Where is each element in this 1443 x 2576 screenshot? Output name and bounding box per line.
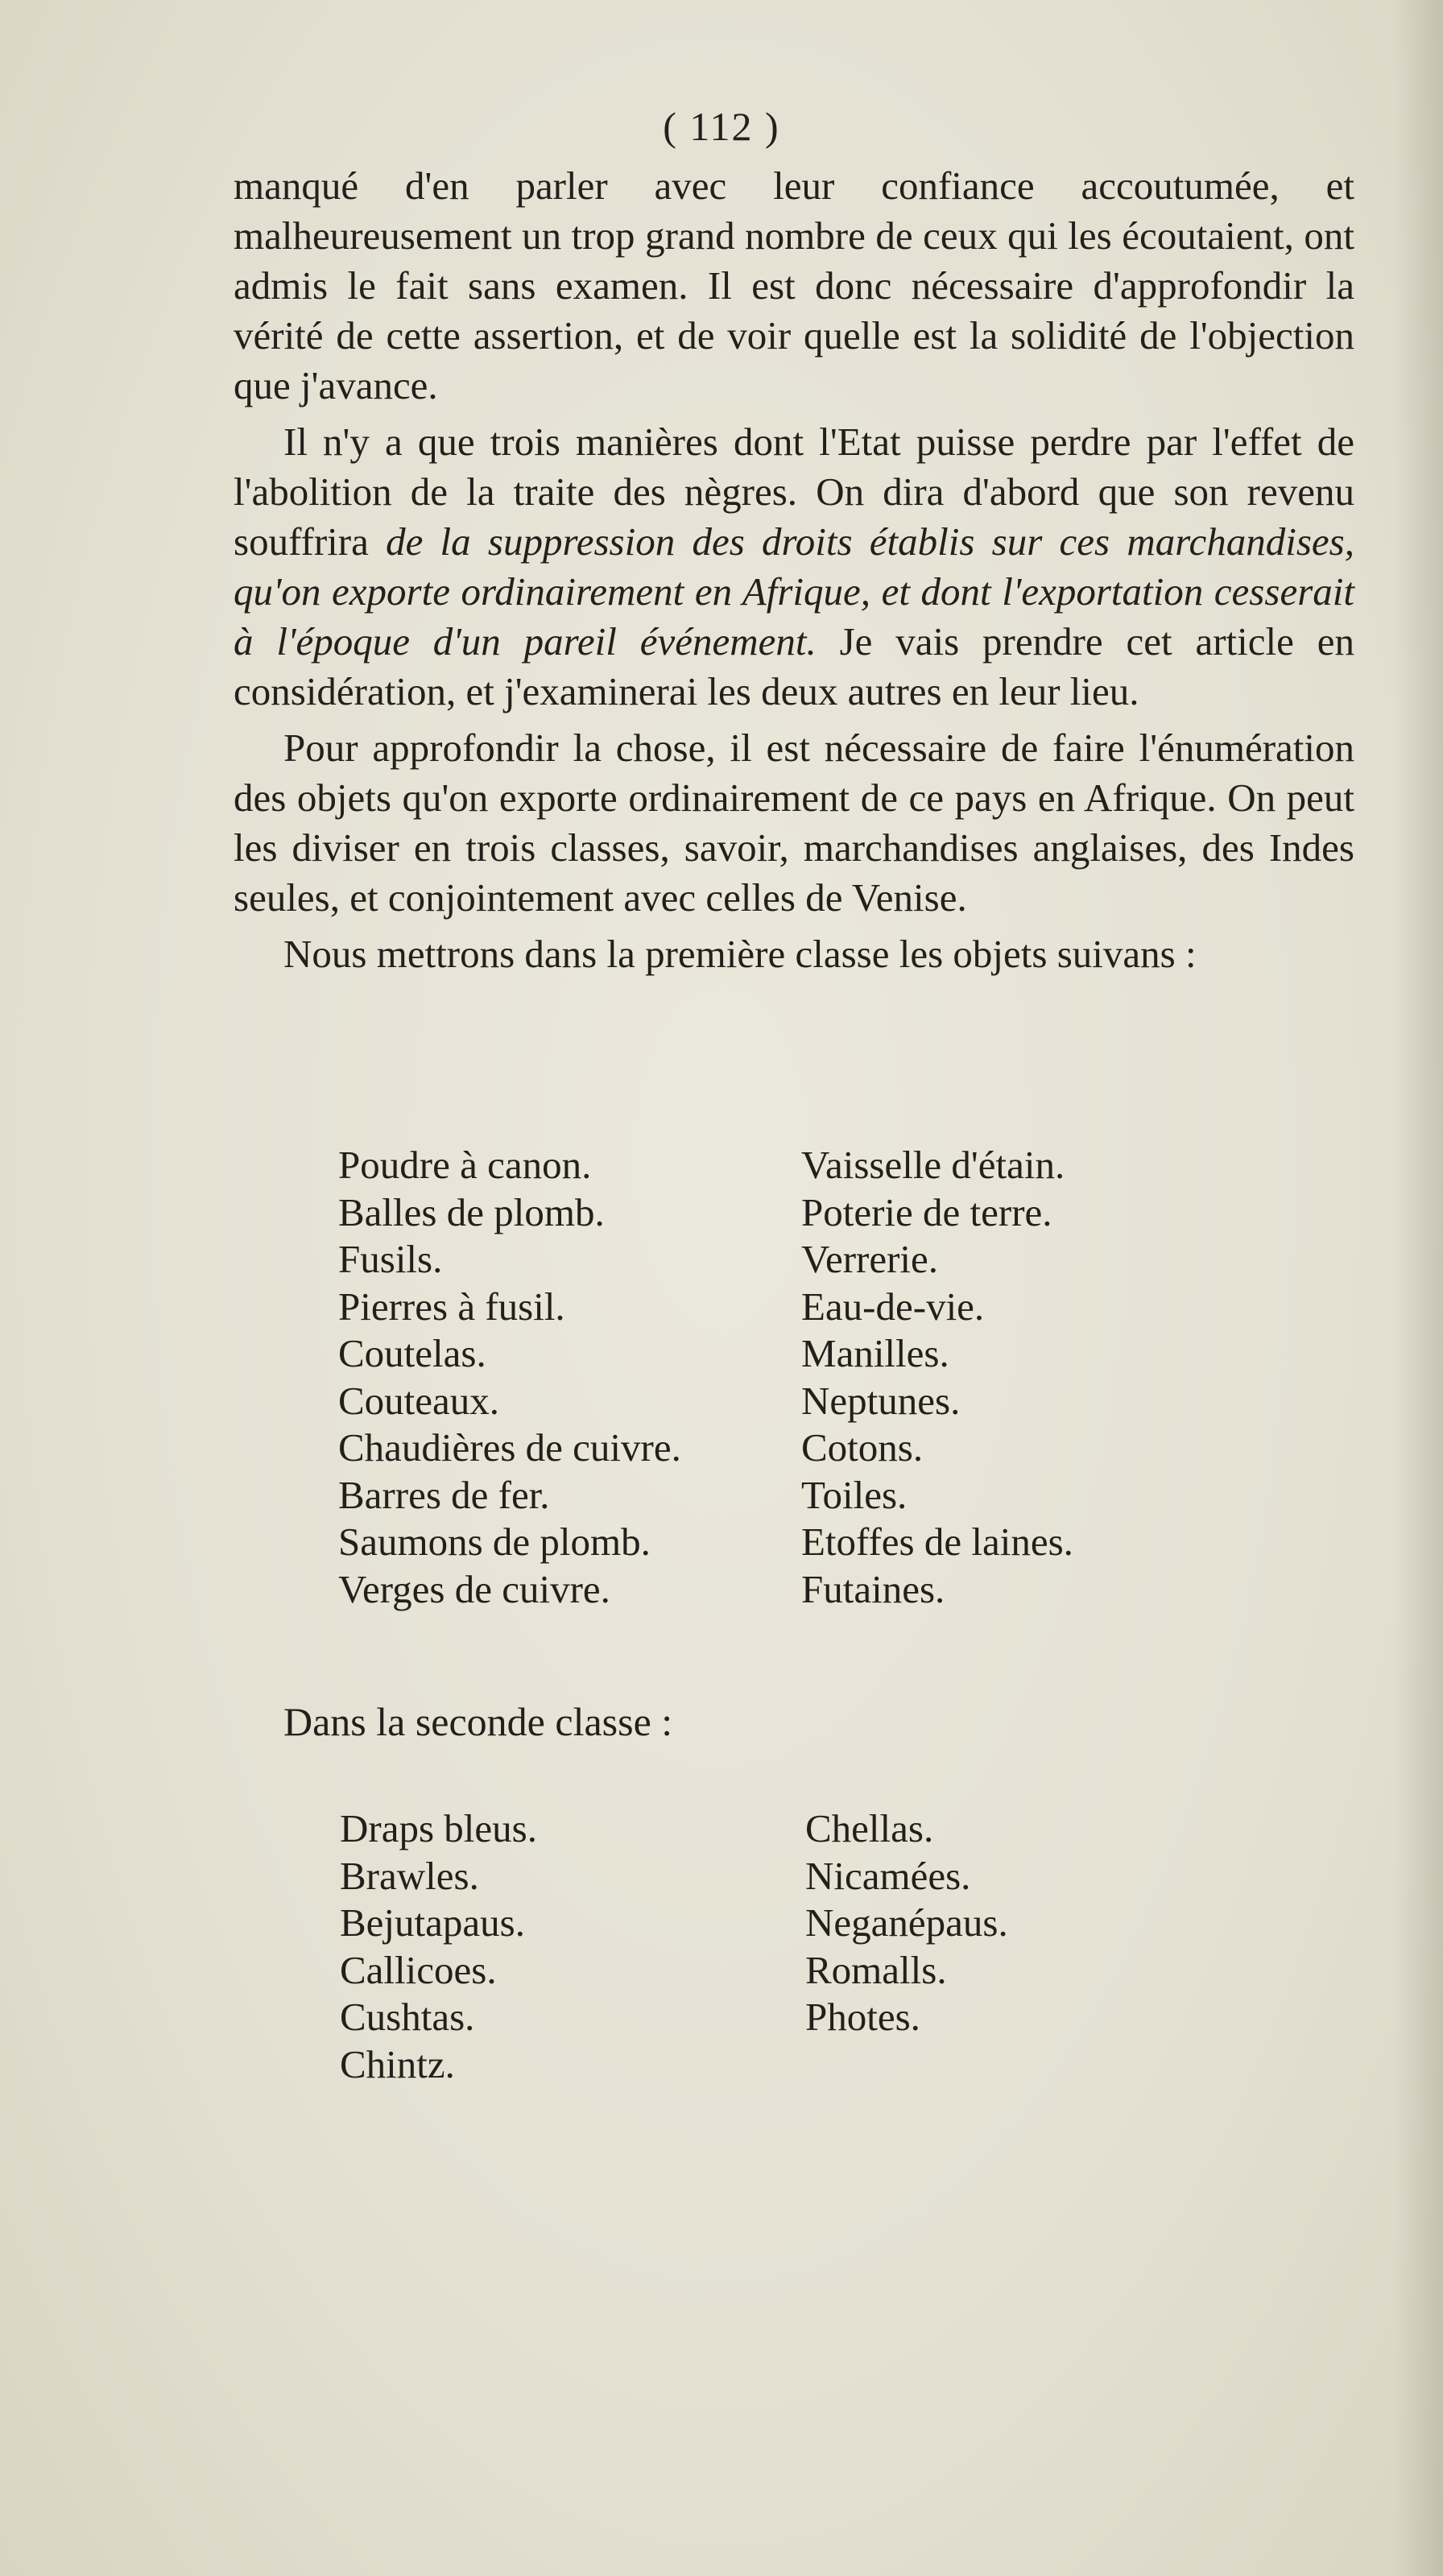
list-item: Poudre à canon.	[338, 1143, 592, 1187]
list-item: Pierres à fusil.	[338, 1284, 565, 1329]
list-item: Neptunes.	[801, 1378, 961, 1423]
list-item: Nicamées.	[805, 1853, 971, 1898]
list-item: Etoffes de laines.	[801, 1520, 1073, 1564]
list-item: Cotons.	[801, 1425, 924, 1470]
list-item: Neganépaus.	[805, 1900, 1008, 1945]
paragraph-2	[234, 417, 1354, 717]
page-number: ( 112 )	[663, 104, 780, 149]
list-item: Bejutapaus.	[340, 1900, 525, 1945]
list-item: Barres de fer.	[338, 1472, 550, 1517]
list-item: Cushtas.	[340, 1995, 475, 2039]
list-item: Poterie de terre.	[801, 1189, 1052, 1234]
list-item: Chintz.	[340, 2041, 455, 2086]
list-item: Futaines.	[801, 1566, 945, 1611]
first-class-left-list	[338, 1142, 681, 1613]
second-class-left-list	[340, 1805, 537, 2088]
paragraph-3: Pour approfondir la chose, il est nécessaire de faire l'énumération des objets qu'on exporte ordinairement de ce pays en Afrique. On peut les diviser en trois classes, savoir, marchandises anglaises, des Indes seules, et conjointement avec celles de Venise.	[234, 726, 1354, 920]
list-item: Eau-de-vie.	[801, 1284, 985, 1329]
list-item: Chellas.	[805, 1806, 934, 1850]
list-item: Fusils.	[338, 1237, 443, 1281]
list-item: Photes.	[805, 1995, 920, 2039]
list-item: Callicoes.	[340, 1947, 497, 1992]
list-item: Draps bleus.	[340, 1806, 537, 1850]
second-class-right-list	[805, 1805, 1008, 2041]
page-edge-shadow	[1395, 0, 1443, 2576]
list-item: Verrerie.	[801, 1237, 939, 1281]
list-item: Toiles.	[801, 1472, 908, 1517]
paragraph-1: manqué d'en parler avec leur confiance accoutumée, et malheureusement un trop grand nombre de ceux qui les écoutaient, ont admis le fait sans examen. Il est donc nécessaire d'approfondir la vérité de cette assertion, et de voir quelle est la solidité de l'objection que j'avance.	[234, 163, 1354, 407]
list-item: Manilles.	[801, 1331, 949, 1375]
paragraph-2-start: Il n'y a que trois manières dont l'Etat puisse perdre par l'effet de l'abolition de la traite des nègres. On dira d'abord que son revenu souffrira	[234, 420, 1354, 564]
list-item: Couteaux.	[338, 1378, 500, 1423]
paragraph-4: Nous mettrons dans la première classe les objets suivans :	[283, 932, 1197, 976]
list-item: Coutelas.	[338, 1331, 486, 1375]
list-item: Chaudières de cuivre.	[338, 1425, 681, 1470]
second-class-heading: Dans la seconde classe :	[283, 1699, 673, 1744]
list-item: Balles de plomb.	[338, 1189, 605, 1234]
paragraph-2-italic: de la suppression des droits établis sur ces marchandises, qu'on exporte ordinairement en Afrique, et dont l'exportation cesserait à l'époque d'un pareil événement.	[234, 519, 1354, 664]
first-class-right-list	[801, 1142, 1073, 1613]
list-item: Verges de cuivre.	[338, 1566, 610, 1611]
paragraph-2-end: Je vais prendre cet article en considération, et j'examinerai les deux autres en leur lieu.	[234, 619, 1354, 713]
list-item: Romalls.	[805, 1947, 947, 1992]
list-item: Vaisselle d'étain.	[801, 1143, 1065, 1187]
body-text	[234, 161, 1354, 979]
list-item: Brawles.	[340, 1853, 479, 1898]
list-item: Saumons de plomb.	[338, 1520, 651, 1564]
